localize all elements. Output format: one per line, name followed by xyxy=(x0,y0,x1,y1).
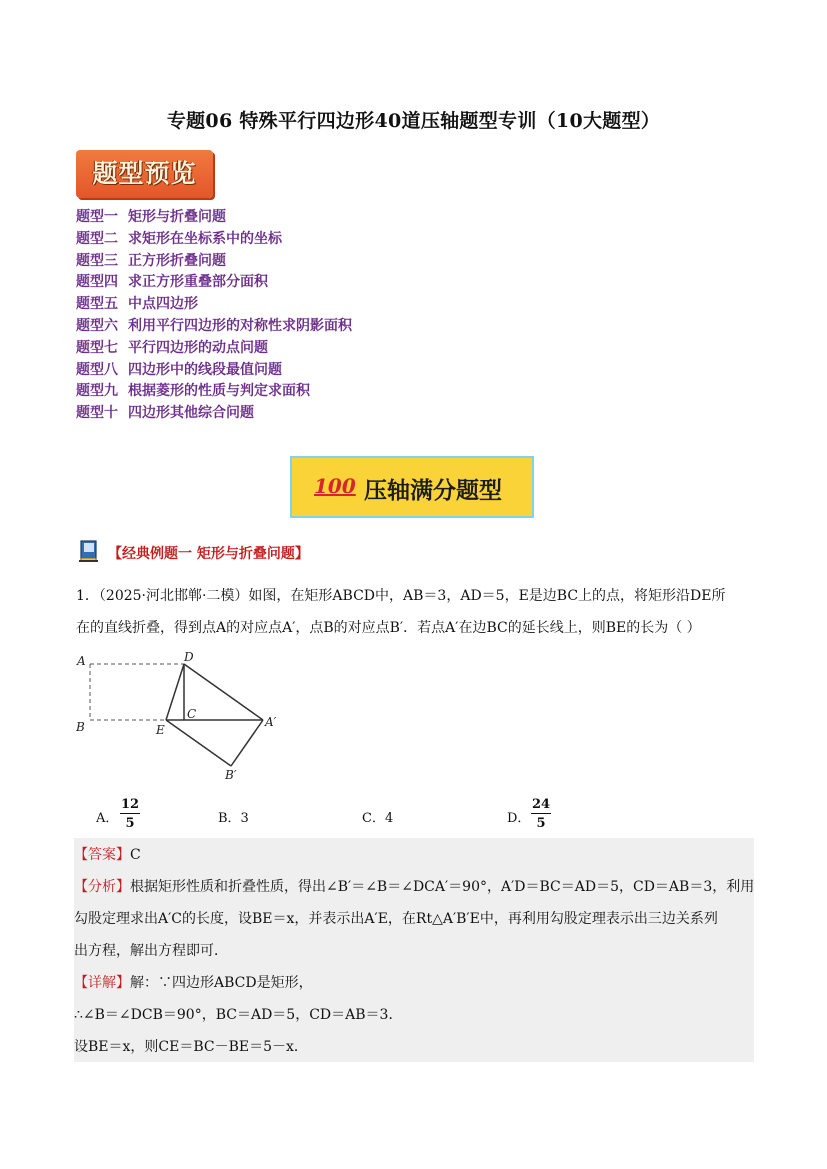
topic-num: 题型九 xyxy=(76,383,118,400)
full-score-banner xyxy=(290,456,534,518)
topic-num: 题型三 xyxy=(76,252,118,269)
topic-item[interactable] xyxy=(76,272,352,294)
topic-item[interactable] xyxy=(76,229,352,251)
topic-num: 题型八 xyxy=(76,361,118,378)
answer-panel xyxy=(74,838,754,1062)
topic-num: 题型七 xyxy=(76,339,118,356)
topic-title: 平行四边形的动点问题 xyxy=(128,339,268,356)
label-d: D xyxy=(184,650,194,664)
topic-num: 题型一 xyxy=(76,209,118,225)
preview-badge-label: 题型预览 xyxy=(92,159,197,188)
detail-row: 设BE＝x，则CE＝BC－BE＝5－x． xyxy=(74,1039,308,1055)
topic-item[interactable] xyxy=(76,381,352,403)
analysis-text: 根据矩形性质和折叠性质，得出∠B′＝∠B＝∠DCA′＝90°，A′D＝BC＝AD＝5，CD＝AB＝3，利用 xyxy=(130,879,755,895)
topic-item[interactable] xyxy=(76,251,352,273)
label-e: E xyxy=(156,723,165,737)
topic-title: 根据菱形的性质与判定求面积 xyxy=(128,383,310,400)
analysis-row: 勾股定理求出A′C的长度，设BE＝x，并表示出A′E，在Rt△A′B′E中，再利用勾股定理表示出三边关系列 xyxy=(74,911,718,927)
topic-list xyxy=(76,207,352,425)
detail-tag: 【详解】 xyxy=(74,975,130,991)
topic-num: 题型十 xyxy=(76,405,118,422)
analysis-row: 出方程，解出方程即可． xyxy=(74,943,228,959)
detail-row xyxy=(74,972,313,992)
answer-value: C xyxy=(130,847,141,863)
answer-tag: 【答案】 xyxy=(74,847,130,863)
label-c: C xyxy=(187,707,197,721)
label-a1: A xyxy=(77,654,86,668)
topic-item[interactable] xyxy=(76,294,352,316)
segment-be xyxy=(166,720,231,766)
topic-title: 四边形其他综合问题 xyxy=(128,405,254,422)
topic-title: 求正方形重叠部分面积 xyxy=(128,274,268,291)
question-line: 1．（2025·河北邯郸·二模）如图，在矩形ABCD中，AB＝3，AD＝5，E是边BC上的点，将矩形沿DE所 xyxy=(76,588,726,604)
topic-item[interactable] xyxy=(76,207,352,229)
question-text xyxy=(76,580,756,644)
fraction-denominator: 5 xyxy=(125,816,135,831)
topic-title: 四边形中的线段最值问题 xyxy=(128,361,282,378)
topic-title: 利用平行四边形的对称性求阴影面积 xyxy=(128,317,352,334)
geometry-figure xyxy=(76,650,296,780)
topic-title: 正方形折叠问题 xyxy=(128,252,226,269)
fraction-numerator: 24 xyxy=(531,797,551,812)
option-letter: A． xyxy=(96,811,119,826)
option-letter: D． xyxy=(507,811,531,826)
banner-title: 压轴满分题型 xyxy=(364,478,502,504)
label-a-prime: A′ xyxy=(265,715,277,729)
answer-row xyxy=(74,844,141,864)
fraction-denominator: 5 xyxy=(536,816,546,831)
detail-row: ∴∠B＝∠DCB＝90°，BC＝AD＝5，CD＝AB＝3． xyxy=(74,1007,403,1023)
topic-title: 中点四边形 xyxy=(128,296,198,313)
label-b-prime: B′ xyxy=(225,768,237,780)
answer-options xyxy=(96,796,756,836)
hundred-icon: 100 xyxy=(314,474,356,498)
detail-text: 解：∵四边形ABCD是矩形， xyxy=(130,975,313,991)
segment-ab xyxy=(231,720,263,766)
topic-title: 求矩形在坐标系中的坐标 xyxy=(128,230,282,247)
topic-num: 题型四 xyxy=(76,274,118,291)
topic-num: 题型二 xyxy=(76,230,118,247)
topic-item[interactable] xyxy=(76,360,352,382)
book-icon xyxy=(78,539,100,563)
preview-badge xyxy=(76,150,213,198)
analysis-tag: 【分析】 xyxy=(74,879,130,895)
option-letter: B．3 xyxy=(218,811,249,826)
topic-item[interactable] xyxy=(76,338,352,360)
option-fraction xyxy=(120,796,140,831)
option-fraction xyxy=(531,796,551,831)
option-letter: C．4 xyxy=(362,811,394,826)
segment-de xyxy=(166,664,184,720)
label-b: B xyxy=(76,720,85,734)
topic-item[interactable] xyxy=(76,403,352,425)
topic-num: 题型五 xyxy=(76,296,118,313)
section-label: 【经典例题一 矩形与折叠问题】 xyxy=(108,546,309,562)
topic-title: 矩形与折叠问题 xyxy=(128,209,226,225)
page-title: 专题06 特殊平行四边形40道压轴题型专训（10大题型） xyxy=(166,110,661,132)
topic-num: 题型六 xyxy=(76,317,118,334)
fraction-numerator: 12 xyxy=(120,797,140,812)
question-line: 在的直线折叠，得到点A的对应点A′，点B的对应点B′．若点A′在边BC的延长线上，则BE的长为（ ） xyxy=(76,620,701,636)
topic-item[interactable] xyxy=(76,316,352,338)
analysis-row xyxy=(74,876,754,896)
